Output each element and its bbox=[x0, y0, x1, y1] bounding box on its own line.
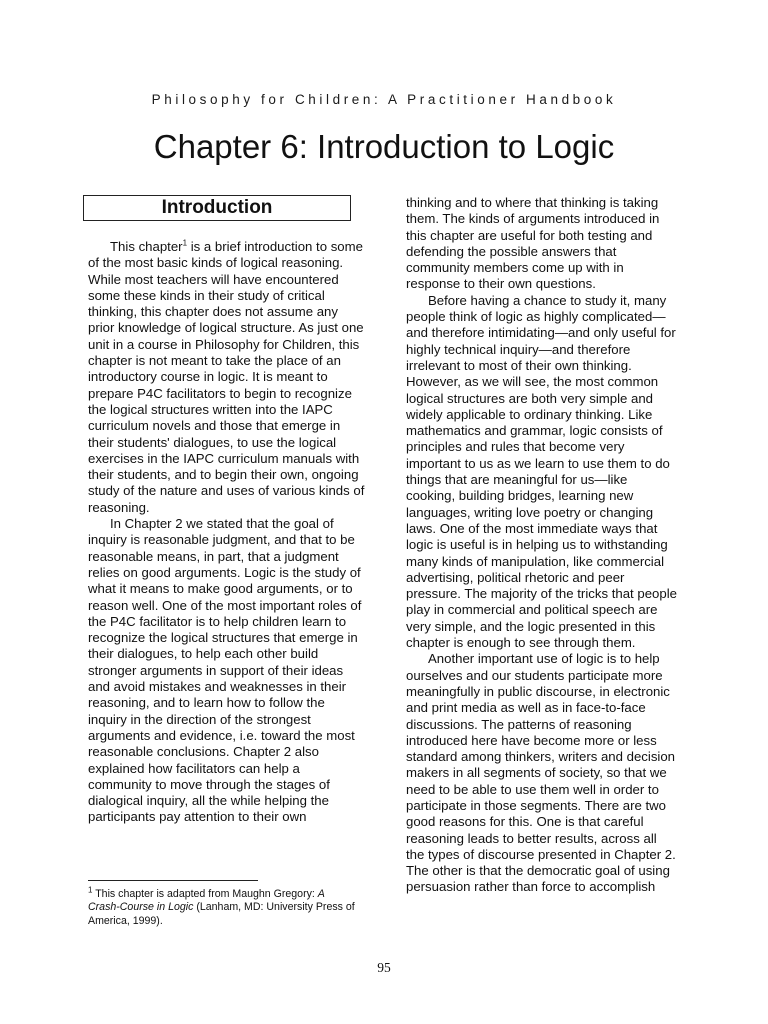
right-paragraph-2: Before having a chance to study it, many people think of logic as highly complicated—and therefore intimidating—and only useful for highly technical inquiry—and therefore irrelevant to most of their own thinking. However, as we will see, the most common logical structures are both very simple and widely applicable to ordinary thinking. Like mathematics and grammar, logic consists of principles and rules that become very important to us as we learn to use them to do things that are meaningful for us—like cooking, building bridges, learning new languages, writing love poetry or changing laws. One of the most immediate ways that logic is useful is in helping us to withstanding many kinds of manipulation, like commercial advertising, political rhetoric and peer pressure. The majority of the tricks that people play in commercial and political speech are very simple, and the logic presented in this chapter is enough to see through them. bbox=[406, 292, 677, 651]
footnote-reference: 1 bbox=[182, 238, 188, 248]
right-paragraph-3: Another important use of logic is to help ourselves and our students participate more meaningfully in public discourse, in electronic and print media as well as in face-to-face discussions. The patterns of reasoning introduced here have become more or less standard among thinkers, writers and decision makers in all segments of society, so that we need to be able to use them well in order to participate in those segments. There are two good reasons for this. One is that careful reasoning leads to better results, across all the types of discourse presented in Chapter 2. The other is that the democratic goal of using persuasion rather than force to accomplish bbox=[406, 651, 676, 895]
footnote-marker: 1 bbox=[88, 885, 93, 895]
left-p1-start: This chapter bbox=[110, 239, 183, 254]
right-column bbox=[406, 195, 678, 896]
footnote bbox=[88, 885, 358, 928]
right-paragraph-1: thinking and to where that thinking is taking them. The kinds of arguments introduced in this chapter are useful for both testing and defending the possible answers that community members come up with in response to their own questions. bbox=[406, 195, 660, 292]
left-p1-rest: is a brief introduction to some of the most basic kinds of logical reasoning. While most teachers will have encountered some these kinds in their study of critical thinking, this chapter does not assume any prior knowledge of logical structure. As just one unit in a course in Philosophy for Children, this chapter is not meant to take the place of an introductory course in logic. It is meant to prepare P4C facilitators to begin to recognize the logical structures written into the IAPC curriculum novels and those that emerge in their students' dialogues, to use the logical exercises in the IAPC curriculum manuals with their students, and to begin their own, ongoing study of the nature and uses of various kinds of reasoning. bbox=[88, 239, 365, 515]
footnote-book-title: A Crash-Course in Logic bbox=[88, 888, 325, 914]
section-heading-box bbox=[83, 195, 351, 221]
page-number: 95 bbox=[377, 960, 391, 975]
running-header: Philosophy for Children: A Practitioner Handbook bbox=[151, 92, 617, 107]
chapter-title: Chapter 6: Introduction to Logic bbox=[153, 128, 615, 165]
section-heading: Introduction bbox=[161, 197, 273, 218]
footnote-text-start: This chapter is adapted from Maughn Gregory: bbox=[92, 888, 318, 900]
left-column bbox=[88, 239, 366, 826]
left-paragraph-2: In Chapter 2 we stated that the goal of inquiry is reasonable judgment, and that to be reasonable means, in part, that a judgment relies on good arguments. Logic is the study of what it means to make good arguments, or to reason well. One of the most important roles of the P4C facilitator is to help children learn to recognize the logical structures that emerge in their dialogues, to help each other build stronger arguments in support of their ideas and avoid mistakes and weaknesses in their reasoning, and to learn how to follow the inquiry in the direction of the strongest arguments and evidence, i.e. toward the most reasonable conclusions. Chapter 2 also explained how facilitators can help a community to move through the stages of dialogical inquiry, all the while helping the participants pay attention to their own bbox=[88, 516, 362, 825]
footnote-rule bbox=[88, 880, 258, 881]
left-paragraph-1 bbox=[88, 239, 366, 516]
footnote-text-end: (Lanham, MD: University Press of America, 1999). bbox=[88, 901, 355, 927]
